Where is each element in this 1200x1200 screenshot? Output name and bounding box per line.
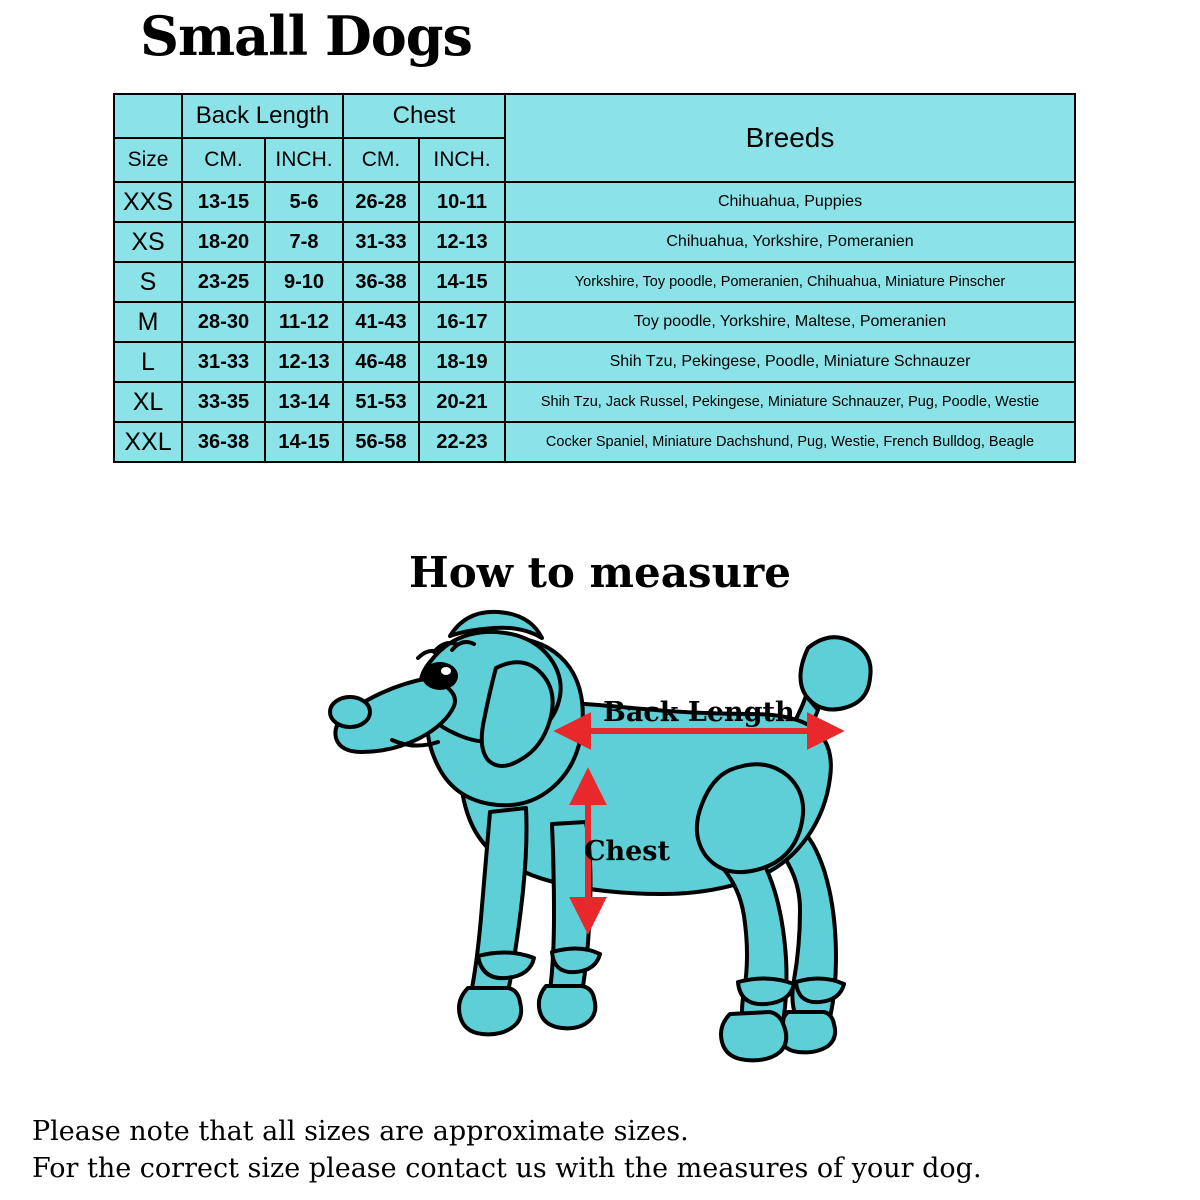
cell-bl-cm: 33-35 bbox=[182, 382, 265, 422]
dog-eye bbox=[422, 662, 458, 690]
cell-bl-cm: 18-20 bbox=[182, 222, 265, 262]
leg-cuff-4 bbox=[796, 978, 844, 1002]
leg-cuff-2 bbox=[552, 948, 600, 972]
table-row bbox=[114, 302, 1075, 342]
footer-notes bbox=[32, 1113, 1182, 1188]
hind-paw-near bbox=[721, 1012, 786, 1060]
header-chest-cm: CM. bbox=[343, 138, 419, 182]
label-chest: Chest bbox=[584, 836, 670, 867]
front-paw-near bbox=[459, 988, 521, 1034]
size-table bbox=[113, 93, 1076, 463]
cell-ch-inch: 22-23 bbox=[419, 422, 505, 462]
cell-bl-cm: 36-38 bbox=[182, 422, 265, 462]
cell-breeds: Shih Tzu, Pekingese, Poodle, Miniature Schnauzer bbox=[505, 342, 1075, 382]
poodle-illustration bbox=[300, 600, 920, 1070]
cell-size: XS bbox=[114, 222, 182, 262]
header-breeds: Breeds bbox=[505, 94, 1075, 182]
tail-pompom bbox=[800, 637, 870, 709]
cell-bl-cm: 23-25 bbox=[182, 262, 265, 302]
cell-ch-inch: 18-19 bbox=[419, 342, 505, 382]
cell-bl-inch: 7-8 bbox=[265, 222, 343, 262]
cell-ch-cm: 51-53 bbox=[343, 382, 419, 422]
cell-bl-cm: 28-30 bbox=[182, 302, 265, 342]
cell-size: XL bbox=[114, 382, 182, 422]
dog-eye-glint bbox=[441, 667, 451, 675]
header-chest: Chest bbox=[343, 94, 505, 138]
cell-breeds: Toy poodle, Yorkshire, Maltese, Pomeranien bbox=[505, 302, 1075, 342]
cell-bl-inch: 11-12 bbox=[265, 302, 343, 342]
cell-size: M bbox=[114, 302, 182, 342]
cell-breeds: Chihuahua, Puppies bbox=[505, 182, 1075, 222]
cell-ch-inch: 10-11 bbox=[419, 182, 505, 222]
cell-ch-cm: 26-28 bbox=[343, 182, 419, 222]
cell-size: XXL bbox=[114, 422, 182, 462]
cell-ch-cm: 31-33 bbox=[343, 222, 419, 262]
table-row bbox=[114, 262, 1075, 302]
size-chart bbox=[113, 93, 1074, 463]
cell-size: S bbox=[114, 262, 182, 302]
cell-ch-cm: 56-58 bbox=[343, 422, 419, 462]
cell-bl-inch: 13-14 bbox=[265, 382, 343, 422]
header-back-length-cm: CM. bbox=[182, 138, 265, 182]
leg-cuff-1 bbox=[478, 952, 534, 978]
dog-nose bbox=[330, 697, 370, 727]
table-row bbox=[114, 342, 1075, 382]
table-row bbox=[114, 422, 1075, 462]
header-spacer bbox=[114, 94, 182, 138]
cell-ch-inch: 14-15 bbox=[419, 262, 505, 302]
page-title: Small Dogs bbox=[140, 4, 472, 68]
cell-bl-inch: 5-6 bbox=[265, 182, 343, 222]
header-chest-inch: INCH. bbox=[419, 138, 505, 182]
table-header-row-groups bbox=[114, 94, 1075, 138]
front-paw-far bbox=[539, 986, 595, 1028]
header-size: Size bbox=[114, 138, 182, 182]
cell-ch-inch: 12-13 bbox=[419, 222, 505, 262]
cell-ch-inch: 20-21 bbox=[419, 382, 505, 422]
how-to-measure-heading: How to measure bbox=[409, 548, 791, 597]
table-row bbox=[114, 182, 1075, 222]
header-back-length-inch: INCH. bbox=[265, 138, 343, 182]
cell-bl-inch: 9-10 bbox=[265, 262, 343, 302]
cell-breeds: Shih Tzu, Jack Russel, Pekingese, Miniature Schnauzer, Pug, Poodle, Westie bbox=[505, 382, 1075, 422]
cell-breeds: Yorkshire, Toy poodle, Pomeranien, Chihuahua, Miniature Pinscher bbox=[505, 262, 1075, 302]
table-row bbox=[114, 382, 1075, 422]
back-length-arrowhead-right bbox=[810, 717, 838, 745]
cell-breeds: Chihuahua, Yorkshire, Pomeranien bbox=[505, 222, 1075, 262]
note-line-1: Please note that all sizes are approximate sizes. bbox=[32, 1116, 689, 1147]
cell-breeds: Cocker Spaniel, Miniature Dachshund, Pug, Westie, French Bulldog, Beagle bbox=[505, 422, 1075, 462]
table-row bbox=[114, 222, 1075, 262]
cell-ch-cm: 36-38 bbox=[343, 262, 419, 302]
cell-size: XXS bbox=[114, 182, 182, 222]
dog-diagram-svg bbox=[300, 600, 920, 1070]
cell-ch-inch: 16-17 bbox=[419, 302, 505, 342]
header-back-length: Back Length bbox=[182, 94, 343, 138]
note-line-2: For the correct size please contact us with the measures of your dog. bbox=[32, 1153, 982, 1185]
cell-bl-cm: 13-15 bbox=[182, 182, 265, 222]
label-back-length: Back Length bbox=[603, 697, 795, 728]
cell-bl-inch: 12-13 bbox=[265, 342, 343, 382]
cell-size: L bbox=[114, 342, 182, 382]
cell-ch-cm: 41-43 bbox=[343, 302, 419, 342]
hind-paw-far bbox=[780, 1012, 835, 1052]
cell-bl-cm: 31-33 bbox=[182, 342, 265, 382]
cell-bl-inch: 14-15 bbox=[265, 422, 343, 462]
cell-ch-cm: 46-48 bbox=[343, 342, 419, 382]
